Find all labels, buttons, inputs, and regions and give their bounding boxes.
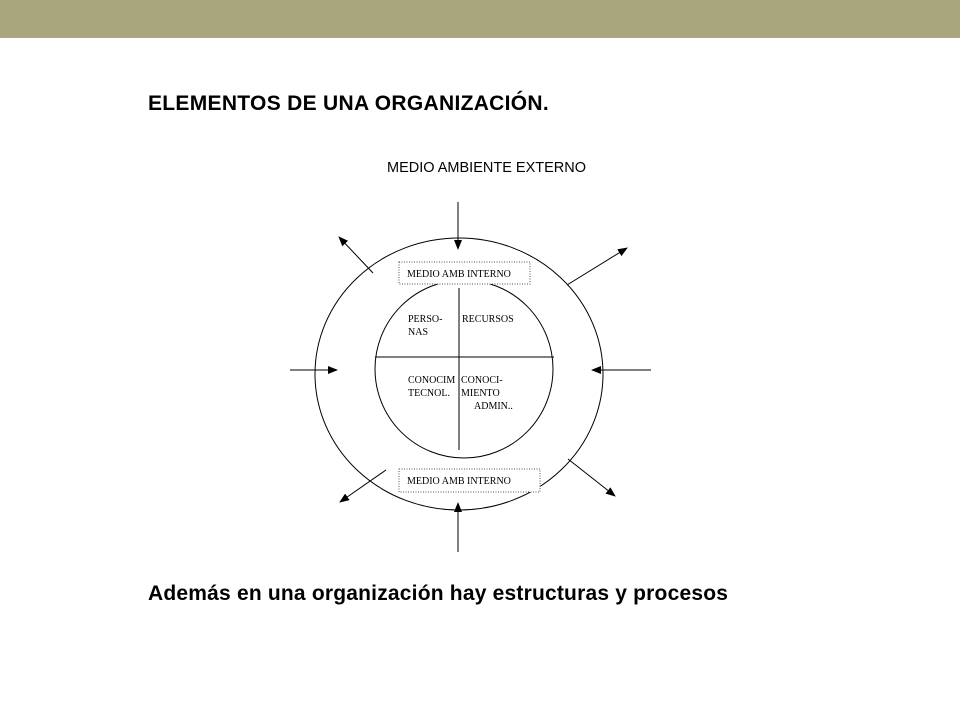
arrow-out-top-left — [339, 237, 373, 273]
internal-environment-label-top: MEDIO AMB INTERNO — [407, 269, 511, 280]
quadrant-recursos — [462, 314, 514, 325]
quadrant-conocimiento-administrativo — [461, 375, 513, 412]
quadrant-conoci-line-1: CONOCI- — [461, 375, 503, 386]
internal-environment-label-bottom: MEDIO AMB INTERNO — [407, 476, 511, 487]
quadrant-conocimiento-tecnologico — [408, 375, 458, 399]
arrow-out-bottom-right — [568, 459, 615, 496]
arrow-out-top-right — [567, 248, 627, 285]
inner-circle — [375, 280, 553, 458]
quadrant-personas-line-1: PERSO- — [408, 314, 443, 325]
external-environment-label: MEDIO AMBIENTE EXTERNO — [387, 160, 586, 176]
quadrant-conocim-line-2: TECNOL. — [408, 388, 450, 399]
quadrant-personas-line-2: NAS — [408, 327, 429, 338]
quadrant-conoci-line-3: ADMIN.. — [474, 401, 513, 412]
quadrant-conoci-line-2: MIENTO — [461, 388, 500, 399]
footer-statement: Además en una organización hay estructuras y procesos — [148, 582, 729, 605]
quadrant-personas — [408, 314, 445, 338]
quadrant-conocim-line-1: CONOCIM — [408, 375, 456, 386]
slide-title: ELEMENTOS DE UNA ORGANIZACIÓN. — [148, 92, 550, 115]
quadrant-recursos-line-1: RECURSOS — [462, 314, 514, 325]
